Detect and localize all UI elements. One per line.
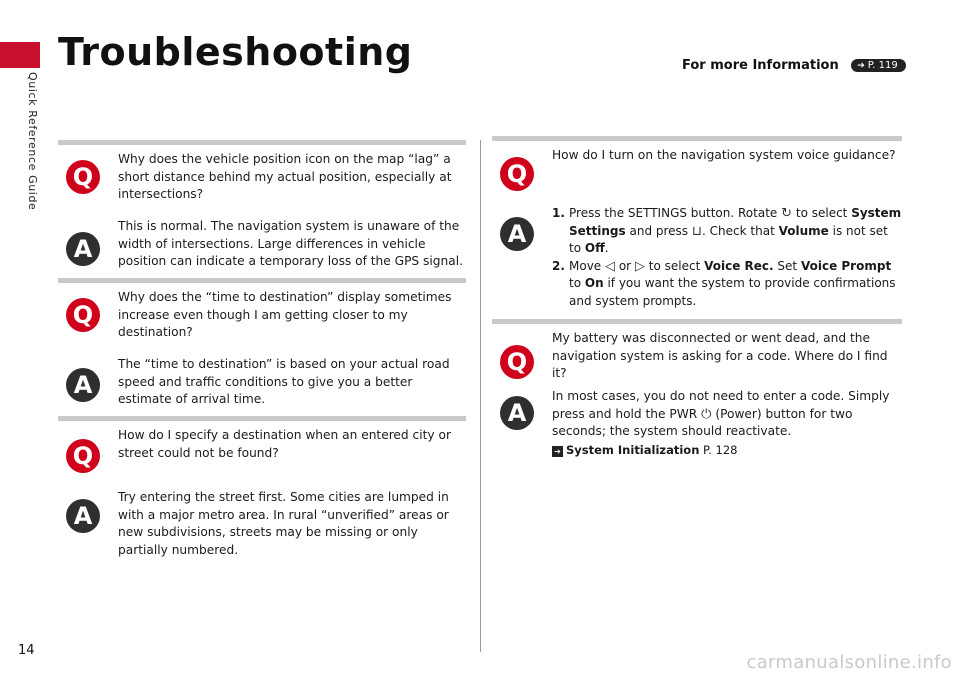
question-badge-icon: Q	[500, 345, 534, 379]
page-reference-text: P. 119	[867, 60, 898, 71]
more-info-label: For more Information	[682, 58, 839, 73]
qa-block-destination-not-found	[58, 416, 466, 567]
answer-text	[552, 388, 902, 441]
question-badge-icon: Q	[66, 298, 100, 332]
cross-reference-link[interactable]	[552, 443, 902, 457]
right-column	[492, 136, 902, 457]
menu-item-system-settings: System Settings	[569, 206, 902, 238]
step-text: to	[569, 276, 582, 290]
step-text: Set	[777, 258, 798, 273]
value-off: Off	[584, 241, 605, 255]
answer-steps	[552, 205, 902, 310]
step-text: and press	[629, 223, 689, 238]
step-text: Press the SETTINGS button. Rotate	[569, 206, 778, 220]
step-text: if you want the system to provide confirmations and system prompts.	[569, 276, 896, 308]
menu-item-voice-rec: Voice Rec.	[704, 258, 774, 273]
answer-badge-icon: A	[66, 368, 100, 402]
answer-text-part: In most cases, you do not need to enter a code. Simply press and hold the PWR	[552, 389, 890, 421]
step-1	[552, 205, 902, 258]
step-2	[552, 258, 902, 311]
question-badge-icon: Q	[500, 157, 534, 191]
answer-text: The “time to destination” is based on your actual road speed and traffic conditions to give you a better estimate of arrival time.	[118, 357, 450, 406]
watermark: carmanualsonline.info	[746, 652, 952, 673]
cross-reference-label: System Initialization	[566, 442, 700, 457]
page-reference-badge[interactable]	[851, 59, 905, 72]
qa-block-battery-code	[492, 319, 902, 457]
question-row	[58, 289, 466, 349]
side-section-label: Quick Reference Guide	[26, 72, 39, 211]
move-right-icon: ▷	[634, 258, 645, 274]
answer-badge-icon: A	[66, 499, 100, 533]
question-text: My battery was disconnected or went dead, and the navigation system is asking for a code. Where do I find it?	[552, 331, 888, 380]
left-column	[58, 140, 466, 567]
answer-text: This is normal. The navigation system is unaware of the width of intersections. Large differences in vehicle position can indicate a temporary loss of the GPS signal.	[118, 219, 463, 268]
answer-badge-icon: A	[66, 232, 100, 266]
step-text: to select	[795, 206, 848, 220]
step-text: or	[618, 258, 632, 273]
reference-arrow-icon: ➔	[857, 61, 865, 71]
section-tab	[0, 42, 40, 68]
step-number: 2.	[552, 258, 565, 273]
answer-row	[492, 205, 902, 310]
answer-row	[492, 388, 902, 457]
answer-row	[58, 218, 466, 271]
menu-item-voice-prompt: Voice Prompt	[800, 258, 892, 273]
question-text: Why does the vehicle position icon on the map “lag” a short distance behind my actual position, especially at intersections?	[118, 152, 452, 201]
question-text: How do I specify a destination when an entered city or street could not be found?	[118, 428, 451, 460]
step-text: . Check that	[702, 223, 775, 238]
step-text: to select	[648, 258, 701, 273]
answer-text: Try entering the street first. Some cities are lumped in with a major metro area. In rural “unverified” areas or new subdivisions, streets may be missing or only partially numbered.	[118, 490, 449, 557]
page-number: 14	[18, 643, 35, 658]
step-text: is not set to	[569, 223, 888, 255]
answer-badge-icon: A	[500, 217, 534, 251]
more-information-link[interactable]	[682, 58, 906, 73]
qa-block-vehicle-lag	[58, 140, 466, 278]
value-on: On	[584, 276, 604, 290]
menu-item-volume: Volume	[778, 223, 829, 238]
answer-badge-icon: A	[500, 396, 534, 430]
answer-row	[58, 356, 466, 409]
page-title: Troubleshooting	[58, 30, 413, 74]
qa-block-time-to-destination	[58, 278, 466, 416]
answer-text-part: (Power) button for two seconds; the system should reactivate.	[552, 406, 853, 438]
step-text: Move	[569, 258, 602, 273]
question-badge-icon: Q	[66, 160, 100, 194]
move-left-icon: ◁	[605, 258, 616, 274]
column-divider	[480, 140, 481, 652]
question-row	[492, 147, 902, 199]
question-row	[58, 427, 466, 482]
step-text: .	[604, 241, 609, 255]
power-icon: ⏻	[701, 406, 712, 422]
question-text: Why does the “time to destination” display sometimes increase even though I am getting closer to my destination?	[118, 290, 452, 339]
question-row	[58, 151, 466, 211]
step-number: 1.	[552, 206, 565, 220]
answer-row	[58, 489, 466, 559]
cross-reference-page: P. 128	[703, 442, 738, 457]
question-row	[492, 330, 902, 380]
question-badge-icon: Q	[66, 439, 100, 473]
qa-block-voice-guidance	[492, 136, 902, 319]
cross-reference-arrow-icon: ➔	[552, 446, 563, 457]
question-text: How do I turn on the navigation system voice guidance?	[552, 148, 896, 162]
interface-dial-icon: ↻	[781, 206, 793, 221]
enter-button-icon: ⊔	[691, 223, 703, 239]
